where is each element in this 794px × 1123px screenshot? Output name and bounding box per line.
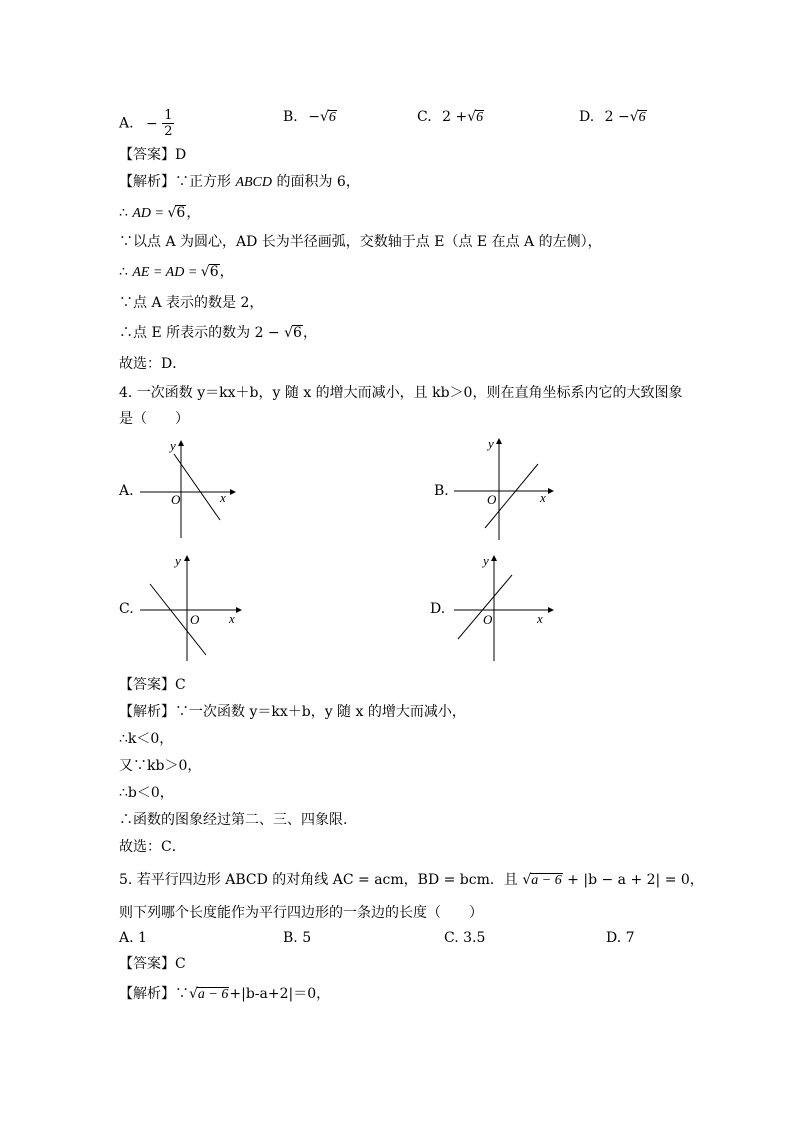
solution-3-line4: ∴ AE = AD = √6， [119,264,234,280]
option-a: A. − $\frac{1}{2}$ [119,108,173,139]
answer-3: 【答案】D [119,147,187,163]
y-axis-arrow [178,440,184,446]
origin-label: O [487,492,497,507]
question-5-stem: 5. 若平行四边形 ABCD 的对角线 AC = acm，BD = bcm．且 √a − 6 + |b − a + 2| = 0， [119,872,704,888]
graph-d [452,553,557,663]
graph-d-label: D. [430,601,446,617]
option-d: D. 2 −√6 [579,109,646,125]
y-axis-arrow [491,555,497,561]
question-4-stem: 4. 一次函数 y＝kx＋b，y 随 x 的增大而减小，且 kb＞0，则在直角坐标系内它的大致图象 [119,385,683,401]
solution-4-line2: ∴k＜0， [119,731,174,747]
q5-option-d: D. 7 [606,930,635,946]
option-b: B. −√6 [283,109,336,125]
origin-label: O [190,612,200,627]
graph-c-label: C. [119,601,134,617]
solution-3-line2: ∴ AD = √6， [119,205,201,221]
solution-4-line1: 【解析】∵一次函数 y＝kx＋b，y 随 x 的增大而减小， [119,704,466,720]
solution-4-line4: ∴b＜0， [119,785,174,801]
solution-3-line1: 【解析】∵正方形 ABCD 的面积为 6， [119,174,360,190]
y-axis-arrow [184,555,190,561]
x-label: x [540,490,546,505]
graph-b [452,436,557,544]
graph-b-label: B. [434,483,449,499]
question-5-stem-cont: 则下列哪个长度能作为平行四边形的一条边的长度（ ） [119,905,483,921]
y-label: y [170,438,176,453]
solution-4-line5: ∴函数的图象经过第二、三、四象限. [119,812,348,828]
x-label: x [537,611,543,626]
fraction: $\frac{1}{2}$ [164,108,173,139]
y-label: y [488,436,494,451]
solution-3-choose: 故选：D． [119,356,187,372]
graph-a [138,438,238,543]
x-axis-arrow [548,607,554,613]
solution-3-line3: ∵以点 A 为圆心，AD 长为半径画弧，交数轴于点 E（点 E 在点 A 的左侧）， [119,234,602,250]
q5-option-b: B. 5 [283,930,312,946]
x-label: x [229,611,235,626]
solution-3-line5: ∵点 A 表示的数是 2， [119,295,264,311]
y-label: y [175,553,181,568]
x-axis-arrow [548,488,554,494]
q5-option-c: C. 3.5 [444,930,486,946]
graph-c [138,553,246,663]
origin-label: O [171,492,181,507]
question-4-stem-cont: 是（ ） [119,411,189,427]
solution-5-line1: 【解析】∵√a − 6+|b-a+2|＝0， [119,986,331,1002]
x-axis-arrow [236,607,242,613]
graph-line [458,575,512,639]
q5-option-a: A. 1 [119,930,147,946]
answer-5: 【答案】C [119,956,186,972]
graph-a-label: A. [119,483,134,499]
solution-3-line6: ∴点 E 所表示的数为 2 − √6， [119,325,317,341]
solution-4-line3: 又∵kb＞0， [119,758,202,774]
solution-4-choose: 故选：C． [119,839,186,855]
x-axis-arrow [230,489,236,495]
y-label: y [483,553,489,568]
option-c: C. 2 +√6 [417,109,484,125]
origin-label: O [483,612,493,627]
y-axis-arrow [496,438,502,444]
x-label: x [220,490,226,505]
answer-4: 【答案】C [119,677,186,693]
